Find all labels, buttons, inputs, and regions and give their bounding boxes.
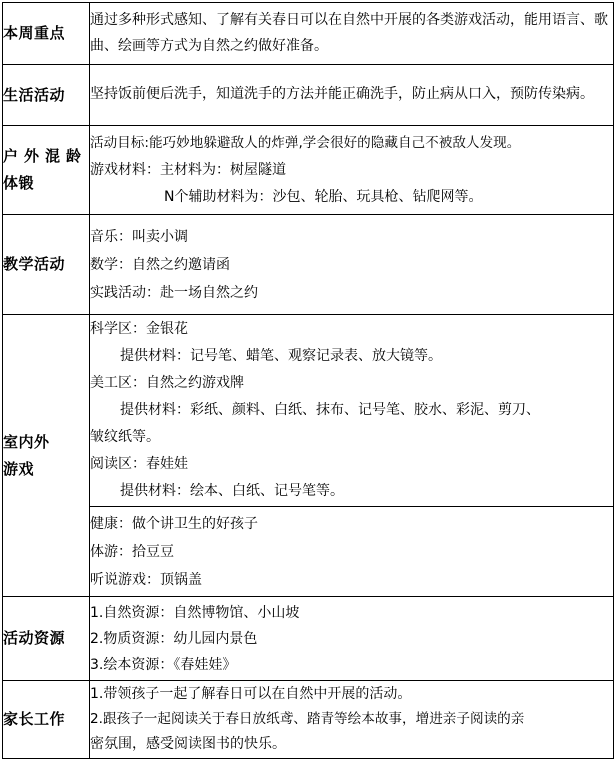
label-teaching-activity: 教学活动 [3,215,90,315]
content-life-activity [90,65,614,126]
game-health: 健康：做个讲卫生的好孩子 [90,515,258,532]
outdoor-material-main: 游戏材料：主材料为：树屋隧道 [90,161,286,178]
content-weekly-focus [90,3,614,65]
life-activity-text: 坚持饭前便后洗手，知道洗手的方法并能正确洗手，防止病从口入，预防传染病。 [90,86,594,103]
resource-material: 2.物质资源：幼儿园内景色 [90,630,258,647]
content-outdoor-exercise [90,126,614,215]
teaching-item-music: 音乐：叫卖小调 [90,228,188,245]
row-activity-resources [3,597,614,681]
teaching-item-math: 数学：自然之约邀请函 [90,256,230,273]
row-life-activity [3,65,614,126]
parent-item-2-line1: 2.跟孩子一起阅读关于春日放纸鸢、踏青等绘本故事，增进亲子阅读的亲 [90,711,525,727]
label-games-line1: 室内外 [3,432,50,451]
resource-nature: 1.自然资源：自然博物馆、小山坡 [90,604,300,621]
content-teaching-activity [90,215,614,315]
label-weekly-focus: 本周重点 [3,3,90,65]
art-materials-line2: 皱纹纸等。 [90,429,160,445]
weekly-focus-text: 通过多种形式感知、了解有关春日可以在自然中开展的各类游戏活动，能用语言、歌曲、绘画等方式为自然之约做好准备。 [90,12,608,54]
science-materials: 提供材料：记号笔、蜡笔、观察记录表、放大镜等。 [120,348,442,364]
label-life-activity: 生活活动 [3,65,90,126]
art-area: 美工区：自然之约游戏牌 [90,375,244,391]
reading-materials: 提供材料：绘本、白纸、记号笔等。 [120,483,344,499]
game-listening: 听说游戏：顶锅盖 [90,571,202,588]
parent-item-1: 1.带领孩子一起了解春日可以在自然中开展的活动。 [90,686,412,702]
outdoor-material-aux: N个辅助材料为：沙包、轮胎、玩具枪、钻爬网等。 [164,188,483,205]
weekly-plan [2,2,614,759]
label-outdoor-line2: 体锻 [3,174,35,192]
science-area: 科学区：金银花 [90,321,188,337]
content-activity-resources [90,597,614,681]
row-games-indoor [3,315,614,507]
teaching-item-practice: 实践活动：赴一场自然之约 [90,284,258,301]
content-games-outdoor [90,507,614,597]
content-games-indoor [90,315,614,507]
game-sports: 体游：拾豆豆 [90,543,174,560]
label-outdoor-line1: 户外混龄 [3,147,88,165]
parent-item-2-line2: 密氛围，感受阅读图书的快乐。 [90,736,286,752]
content-parent-work [90,681,614,759]
resource-picture-book: 3.绘本资源：《春娃娃》 [90,656,237,673]
label-games-line2: 游戏 [3,459,35,478]
outdoor-goal: 活动目标:能巧妙地躲避敌人的炸弹,学会很好的隐藏自己不被敌人发现。 [90,134,521,151]
art-materials-line1: 提供材料：彩纸、颜料、白纸、抹布、记号笔、胶水、彩泥、剪刀、 [120,402,540,418]
label-parent-work: 家长工作 [3,681,90,759]
row-teaching-activity [3,215,614,315]
row-parent-work [3,681,614,759]
weekly-plan-table [2,2,614,759]
reading-area: 阅读区：春娃娃 [90,456,188,472]
row-weekly-focus [3,3,614,65]
label-outdoor-exercise [3,126,90,215]
label-games [3,315,90,597]
row-outdoor-exercise [3,126,614,215]
label-activity-resources: 活动资源 [3,597,90,681]
row-games-outdoor [3,507,614,597]
